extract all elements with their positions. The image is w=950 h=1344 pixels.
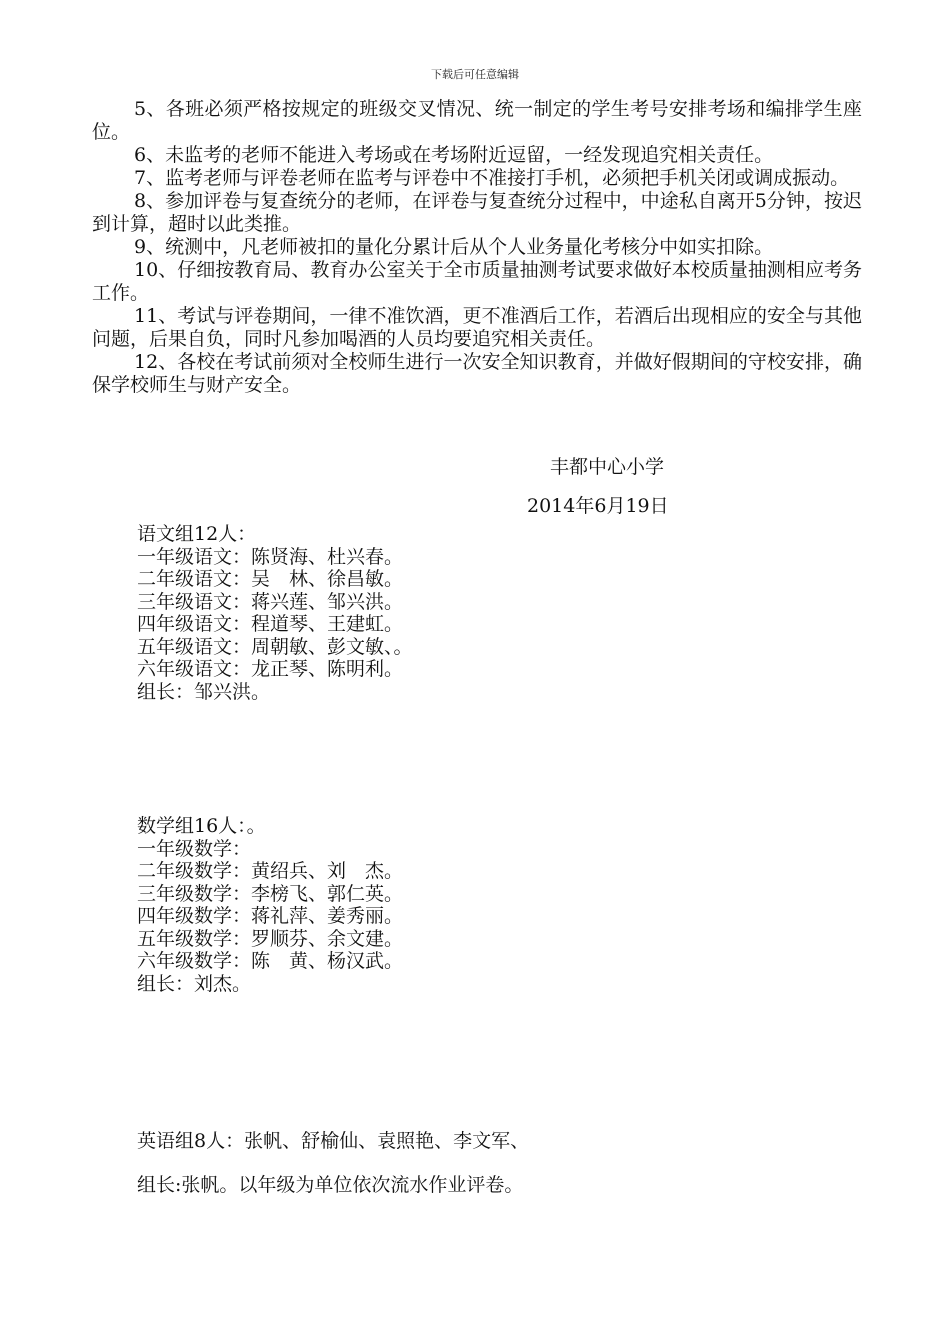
group-member-line: 一年级数学： xyxy=(137,837,252,860)
group-member-line: 五年级语文：周朝敏、彭文敏、。 xyxy=(137,635,413,658)
group-member-line: 一年级语文：陈贤海、杜兴春。 xyxy=(137,545,404,568)
math-group xyxy=(137,815,403,995)
group-member-line: 六年级语文：龙正琴、陈明利。 xyxy=(137,658,404,680)
group-member-line: 四年级数学：蒋礼萍、姜秀丽。 xyxy=(137,905,404,927)
group-member-line: 二年级语文：吴 林、徐昌敏。 xyxy=(137,568,404,590)
page-header: 下载后可任意编辑 xyxy=(431,68,519,81)
rule-item: 10、仔细按教育局、教育办公室关于全市质量抽测考试要求做好本校质量抽测相应考务工作。 xyxy=(92,259,862,304)
group-member-line: 三年级数学：李榜飞、郭仁英。 xyxy=(137,882,404,905)
group-title: 语文组12人： xyxy=(137,523,257,545)
group-member-line: 六年级数学：陈 黄、杨汉武。 xyxy=(137,950,404,972)
group-member-line: 四年级语文：程道琴、王建虹。 xyxy=(137,613,404,635)
group-leader: 组长：邹兴洪。 xyxy=(137,680,271,703)
rule-item: 8、参加评卷与复查统分的老师，在评卷与复查统分过程中，中途私自离开5分钟，按迟到计算，超时以此类推。 xyxy=(92,190,862,235)
group-member-line: 五年级数学：罗顺芬、余文建。 xyxy=(137,927,404,950)
english-group-leader: 组长:张帆。以年级为单位依次流水作业评卷。 xyxy=(137,1174,524,1196)
group-member-line: 二年级数学：黄绍兵、刘 杰。 xyxy=(137,860,404,882)
rule-item: 6、未监考的老师不能进入考场或在考场附近逗留，一经发现追究相关责任。 xyxy=(134,144,774,166)
group-title: 数学组16人：。 xyxy=(137,815,266,837)
rules-list xyxy=(92,98,862,397)
rule-item: 11、考试与评卷期间，一律不准饮酒，更不准酒后工作，若酒后出现相应的安全与其他问题，后果自负，同时凡参加喝酒的人员均要追究相关责任。 xyxy=(92,305,862,350)
rule-item: 9、统测中，凡老师被扣的量化分累计后从个人业务量化考核分中如实扣除。 xyxy=(134,236,774,258)
rule-item: 5、各班必须严格按规定的班级交叉情况、统一制定的学生考号安排考场和编排学生座位。 xyxy=(92,98,862,143)
group-leader: 组长：刘杰。 xyxy=(137,972,252,995)
english-group-title: 英语组8人：张帆、舒榆仙、袁照艳、李文军、 xyxy=(137,1130,530,1152)
group-member-line: 三年级语文：蒋兴莲、邹兴洪。 xyxy=(137,590,404,613)
signature-date: 2014年6月19日 xyxy=(527,495,669,517)
signature-org: 丰都中心小学 xyxy=(550,456,665,478)
rule-item: 12、各校在考试前须对全校师生进行一次安全知识教育，并做好假期间的守校安排，确保学校师生与财产安全。 xyxy=(92,351,862,396)
rule-item: 7、监考老师与评卷老师在监考与评卷中不准接打手机，必须把手机关闭或调成振动。 xyxy=(134,167,850,189)
chinese-group xyxy=(137,523,413,703)
